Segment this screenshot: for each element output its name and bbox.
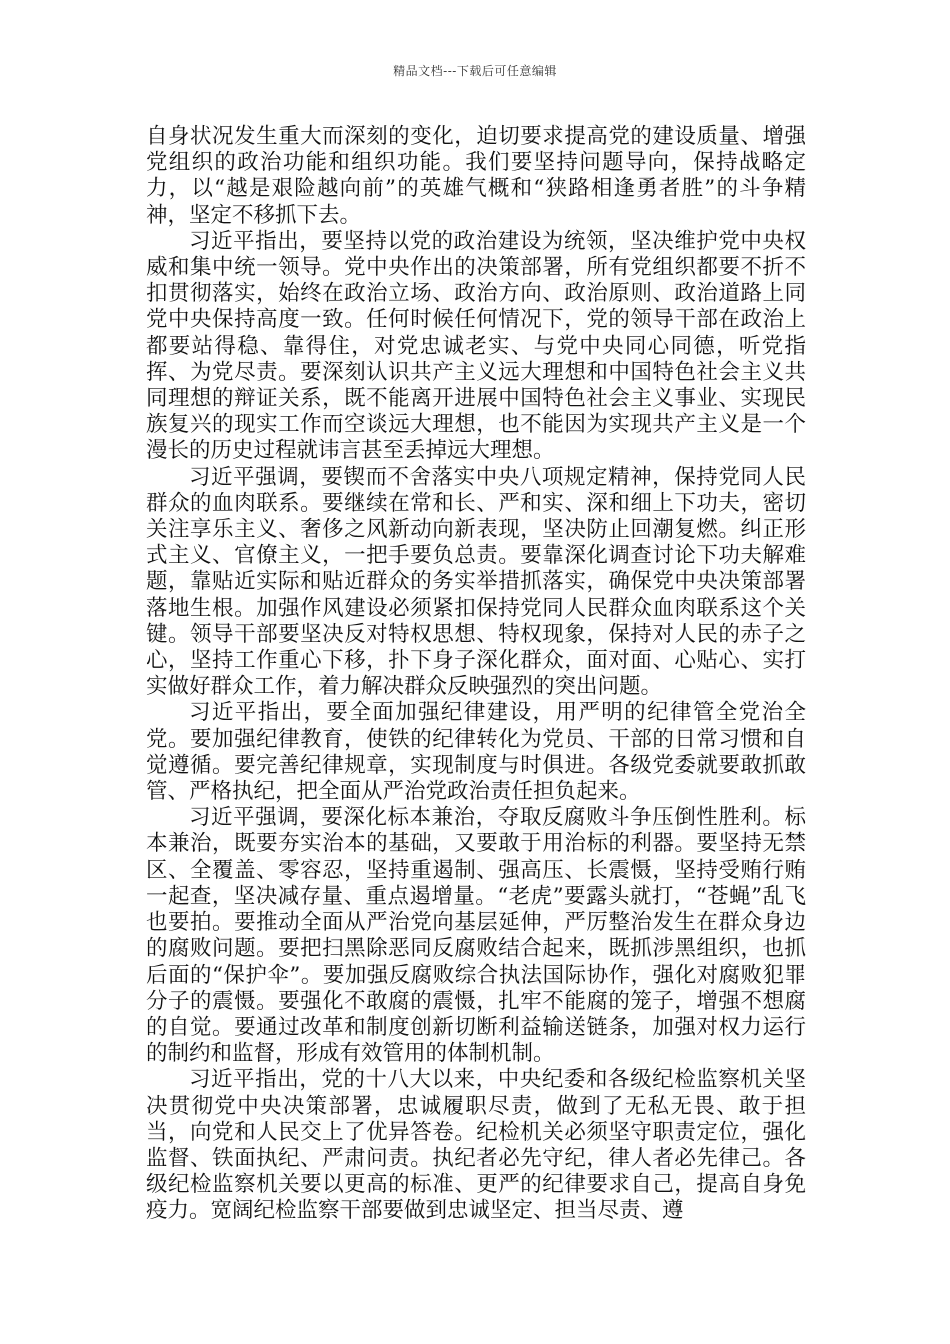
paragraph: 习近平强调，要锲而不舍落实中央八项规定精神，保持党同人民群众的血肉联系。要继续在常和长、严和实、深和细上下功夫，密切关注享乐主义、奢侈之风新动向新表现，坚决防止回潮复燃。纠正形式主义、官僚主义，一把手要负总责。要靠深化调查讨论下功夫解难题，靠贴近实际和贴近群众的务实举措抓落实，确保党中央决策部署落地生根。加强作风建设必须紧扣保持党同人民群众血肉联系这个关键。领导干部要坚决反对特权思想、特权现象，保持对人民的赤子之心，坚持工作重心下移，扑下身子深化群众，面对面、心贴心、实打实做好群众工作，着力解决群众反映强烈的突出问题。	[146, 464, 806, 700]
paragraph: 习近平强调，要深化标本兼治，夺取反腐败斗争压倒性胜利。标本兼治，既要夯实治本的基础，又要敢于用治标的利器。要坚持无禁区、全覆盖、零容忍，坚持重遏制、强高压、长震慑，坚持受贿行贿一起查，坚决减存量、重点遏增量。“老虎”要露头就打，“苍蝇”乱飞也要拍。要推动全面从严治党向基层延伸，严厉整治发生在群众身边的腐败问题。要把扫黑除恶同反腐败结合起来，既抓涉黑组织，也抓后面的“保护伞”。要加强反腐败综合执法国际协作，强化对腐败犯罪分子的震慑。要强化不敢腐的震慑，扎牢不能腐的笼子，增强不想腐的自觉。要通过改革和制度创新切断利益输送链条，加强对权力运行的制约和监督，形成有效管用的体制机制。	[146, 805, 806, 1067]
paragraph: 习近平指出，要全面加强纪律建设，用严明的纪律管全党治全党。要加强纪律教育，使铁的纪律转化为党员、干部的日常习惯和自觉遵循。要完善纪律规章，实现制度与时俱进。各级党委就要敢抓敢管、严格执纪，把全面从严治党政治责任担负起来。	[146, 700, 806, 805]
page-header: 精品文档---下载后可任意编辑	[393, 64, 557, 78]
document-body	[146, 124, 806, 1225]
paragraph-continuation: 自身状况发生重大而深刻的变化，迫切要求提高党的建设质量、增强党组织的政治功能和组织功能。我们要坚持问题导向，保持战略定力，以“越是艰险越向前”的英雄气概和“狭路相逢勇者胜”的斗争精神，坚定不移抓下去。	[146, 124, 806, 228]
paragraph: 习近平指出，要坚持以党的政治建设为统领，坚决维护党中央权威和集中统一领导。党中央作出的决策部署，所有党组织都要不折不扣贯彻落实，始终在政治立场、政治方向、政治原则、政治道路上同党中央保持高度一致。任何时候任何情况下，党的领导干部在政治上都要站得稳、靠得住，对党忠诚老实、与党中央同心同德，听党指挥、为党尽责。要深刻认识共产主义远大理想和中国特色社会主义共同理想的辩证关系，既不能离开进展中国特色社会主义事业、实现民族复兴的现实工作而空谈远大理想，也不能因为实现共产主义是一个漫长的历史过程就讳言甚至丢掉远大理想。	[146, 228, 806, 464]
paragraph: 习近平指出，党的十八大以来，中央纪委和各级纪检监察机关坚决贯彻党中央决策部署，忠诚履职尽责，做到了无私无畏、敢于担当，向党和人民交上了优异答卷。纪检机关必须坚守职责定位，强化监督、铁面执纪、严肃问责。执纪者必先守纪，律人者必先律己。各级纪检监察机关要以更高的标准、更严的纪律要求自己，提高自身免疫力。宽阔纪检监察干部要做到忠诚坚定、担当尽责、遵	[146, 1067, 806, 1224]
